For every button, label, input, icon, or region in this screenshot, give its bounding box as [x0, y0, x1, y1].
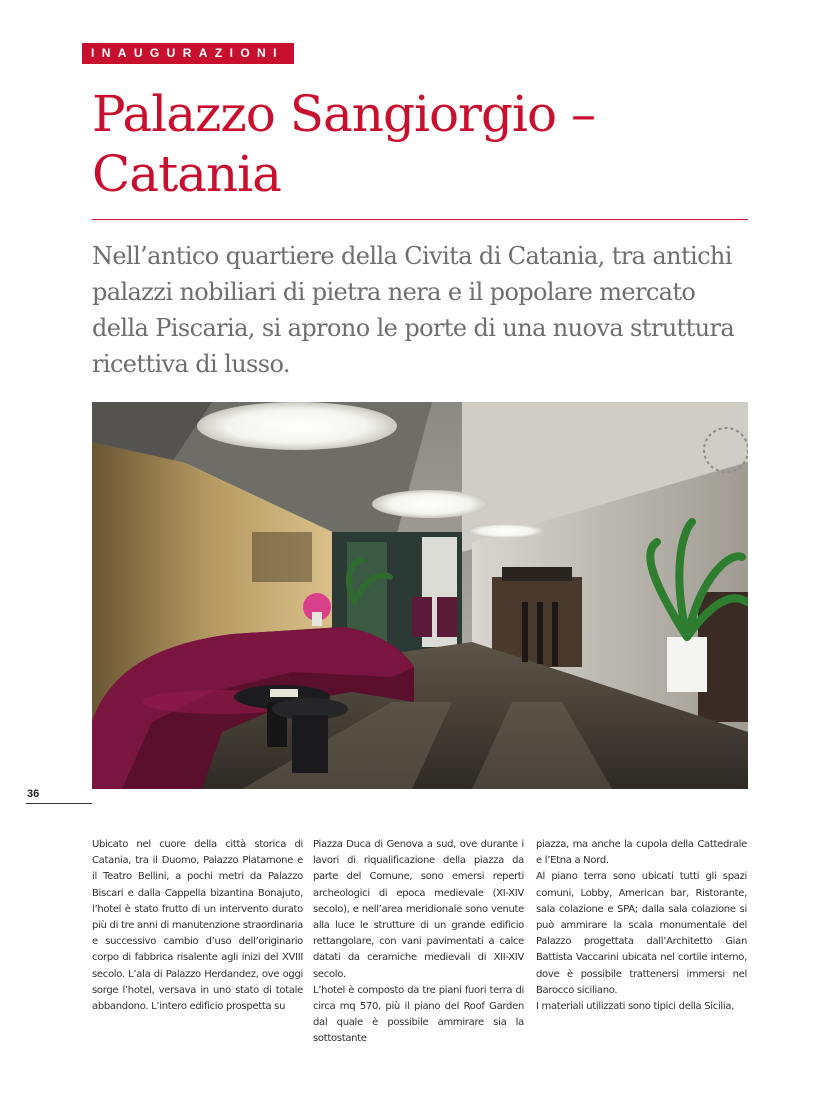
lead-paragraph	[92, 238, 772, 382]
body-paragraph: Piazza Duca di Genova a sud, ove durante i lavori di riqualificazione della piazza da parte del Comune, sono emersi reperti archeologici di epoca medievale (XI-XIV secolo), e nell’area meridionale sono venute alla luce le strutture di un grande edificio rettangolare, con vani pavimentati a calce datati da ceramiche medievali di XII-XIV secolo.	[313, 839, 524, 980]
body-paragraph: L’hotel è composto da tre piani fuori terra di circa mq 570, più il piano del Roof Garden dal quale è possibile ammirare sia la sottostante	[313, 984, 524, 1045]
article-title	[92, 84, 752, 204]
page-number: 36	[27, 788, 40, 800]
section-label: INAUGURAZIONI	[82, 43, 294, 64]
article-title-line-2: Catania	[92, 145, 281, 203]
title-divider	[92, 219, 748, 220]
lead-line-4: ricettiva di lusso.	[92, 350, 290, 378]
lead-line-1: Nell’antico quartiere della Civita di Catania, tra antichi	[92, 242, 732, 270]
hotel-lobby-photo	[92, 402, 748, 789]
page-number-rule	[26, 803, 92, 804]
body-paragraph: I materiali utilizzati sono tipici della Sicilia,	[536, 1001, 735, 1013]
body-column-2	[313, 837, 524, 1048]
body-column-3	[536, 837, 747, 1015]
body-paragraph: Ubicato nel cuore della città storica di Catania, tra il Duomo, Palazzo Platamone e il Teatro Bellini, a pochi metri da Palazzo Biscari e dalla Cappella bizantina Bonajuto, l’hotel è stato frutto di un intervento durato più di tre anni di manutenzione straordinaria e successivo cambio d’uso dell’originario corpo di fabbrica risalente agli inizi del XVIII secolo. L’ala di Palazzo Herdandez, ove oggi sorge l’hotel, versava in uno stato di totale abbandono. L’intero edificio prospetta su	[92, 839, 303, 1013]
body-paragraph: Al piano terra sono ubicati tutti gli spazi comuni, Lobby, American bar, Ristorante, sala colazione e SPA; dalla sala colazione si può ammirare la scala monumentale del Palazzo progettata dall’Architetto Gian Battista Vaccarini ubicata nel cortile interno, dove è possibile trattenersi immersi nel Barocco siciliano.	[536, 871, 747, 996]
lead-line-3: della Piscaria, si aprono le porte di una nuova struttura	[92, 314, 735, 342]
body-paragraph: piazza, ma anche la cupola della Cattedrale e l’Etna a Nord.	[536, 839, 747, 867]
article-title-line-1: Palazzo Sangiorgio –	[92, 85, 595, 143]
lead-line-2: palazzi nobiliari di pietra nera e il popolare mercato	[92, 278, 696, 306]
body-column-1	[92, 837, 303, 1015]
